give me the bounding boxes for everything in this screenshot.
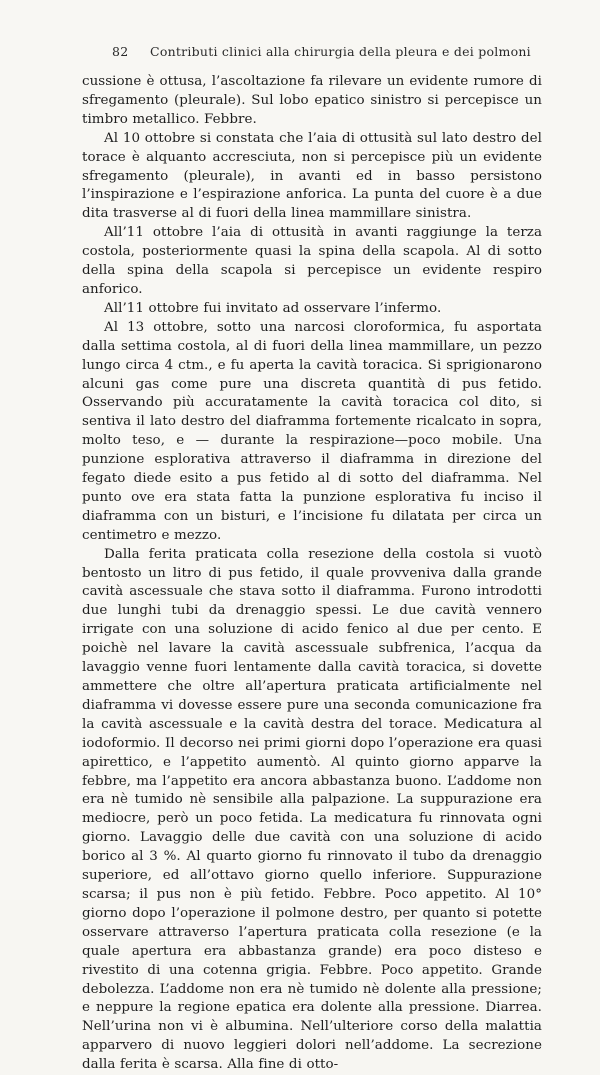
paragraph-continuation: cussione è ottusa, l’ascoltazione fa rilevare un evidente rumore di sfregamento (pleurale). Sul lobo epatico sinistro si percepisce un timbro metallico. Febbre. [82,74,542,127]
paragraph-october-10: Al 10 ottobre si constata che l’aia di ottusità sul lato destro del torace è alquanto accresciuta, non si percepisce più un evidente sfregamento (pleurale), in avanti ed in basso persistono l’inspirazione e l’espirazione anforica. La punta del cuore è a due dita trasverse al di fuori della linea mammillare sinistra. [82,130,542,222]
paragraph-postoperative-course: Dalla ferita praticata colla resezione della costola si vuotò bentosto un litro di pus fetido, il quale provveniva dalla grande cavità ascessuale che stava sotto il diaframma. Furono introdotti due lunghi tubi da drenaggio spessi. Le due cavità vennero irrigate con una soluzione di acido fenico al due per cento. E poichè nel lavare la cavità ascessuale subfrenica, l’acqua da lavaggio venne fuori lentamente dalla cavità toracica, si dovette ammettere che oltre all’apertura praticata artificialmente nel diaframma vi dovesse essere pure una seconda comunicazione fra la cavità ascessuale e la cavità destra del torace. Medicatura al iodoformio. Il decorso nei primi giorni dopo l’operazione era quasi apirettico, e l’appetito aumentò. Al quinto giorno apparve la febbre, ma l’appetito era ancora abbastanza buono. L’addome non era nè tumido nè sensibile alla palpazione. La suppurazione era mediocre, però un poco fetida. La medicatura fu rinnovata ogni giorno. Lavaggio delle due cavità con una soluzione di acido borico al 3 %. Al quarto giorno fu rinnovato il tubo da drenaggio superiore, ed all’ottavo giorno quello inferiore. Suppurazione scarsa; il pus non è più fetido. Febbre. Poco appetito. Al 10° giorno dopo l’operazione il polmone destro, per quanto si potette osservare attraverso l’apertura praticata colla resezione (e la quale apertura era abbastanza grande) era poco disteso e rivestito di una cotenna grigia. Febbre. Poco appetito. Grande debolezza. L’addome non era nè tumido nè dolente alla pressione; e neppure la regione epatica era dolente alla pressione. Diarrea. Nell’urina non vi è albumina. Nell’ulteriore corso della malattia apparvero di nuovo leggieri dolori nell’addome. La secrezione dalla ferita è scarsa. Alla fine di otto- [82,546,542,1073]
paragraph-october-11-invited: All’11 ottobre fui invitato ad osservare l’infermo. [104,300,442,316]
page-header [112,44,542,60]
paragraph-october-13-operation: Al 13 ottobre, sotto una narcosi cloroformica, fu asportata dalla settima costola, al di fuori della linea mammillare, un pezzo lungo circa 4 ctm., e fu aperta la cavità toracica. Si sprigionarono alcuni gas come pure una discreta quantità di pus fetido. Osservando più accuratamente la cavità toracica col dito, si sentiva il lato destro del diaframma fortemente ricalcato in sopra, molto teso, e — durante la respirazione—poco mobile. Una punzione esplorativa attraverso il diaframma in direzione del fegato diede esito a pus fetido al di sotto del diaframma. Nel punto ove era stata fatta la punzione esplorativa fu inciso il diaframma con un bisturi, e l’incisione fu dilatata per circa un centimetro e mezzo. [82,319,542,543]
page-number: 82 [112,44,129,59]
body-text [82,73,542,1075]
running-title: Contributi clinici alla chirurgia della pleura e dei polmoni [150,44,531,59]
paragraph-october-11-dullness: All’11 ottobre l’aia di ottusità in avanti raggiunge la terza costola, posteriormente quasi la spina della scapola. Al di sotto della spina della scapola si percepisce un evidente respiro anforico. [82,225,542,297]
